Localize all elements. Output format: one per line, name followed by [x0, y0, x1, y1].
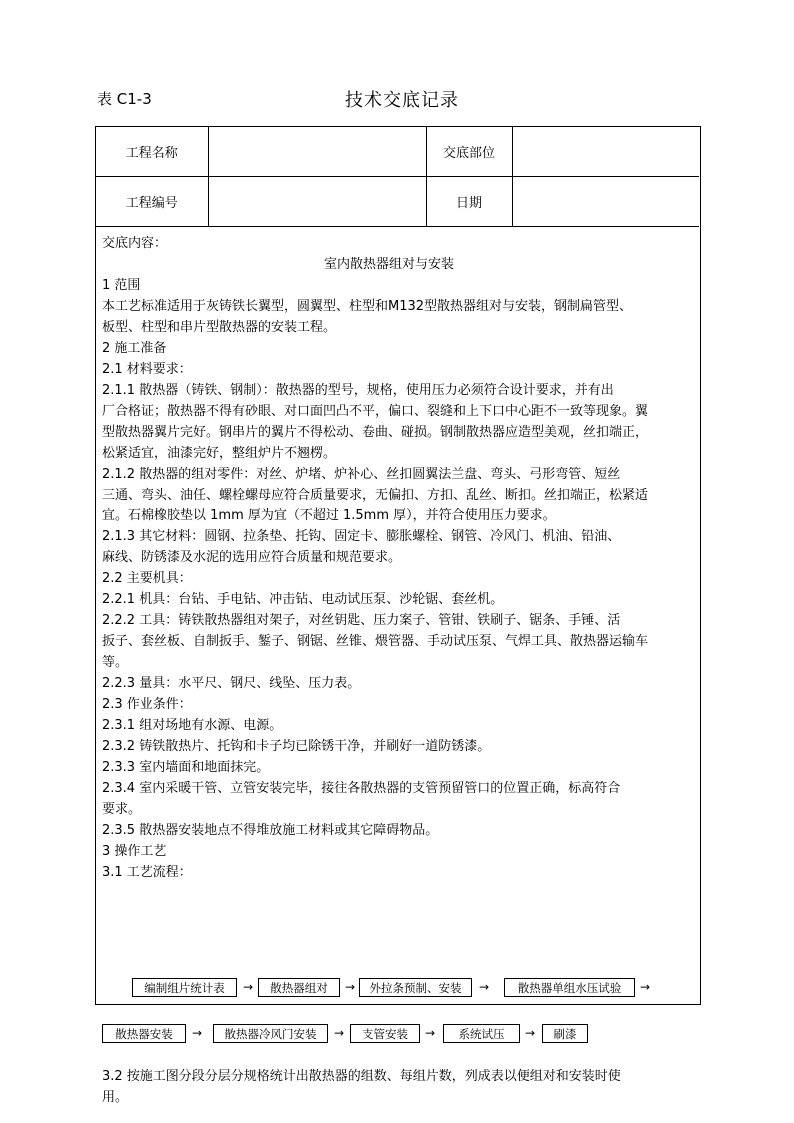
- record-form: [95, 126, 701, 1105]
- content-line: 3.1 工艺流程：: [102, 864, 192, 880]
- content-line: 2.3.2 铸铁散热片、托钩和卡子均已除锈干净，并刷好一道防锈漆。: [102, 738, 491, 754]
- content-line: 宜。石棉橡胶垫以 1mm 厚为宜（不超过 1.5mm 厚），并符合使用压力要求。: [102, 508, 556, 524]
- date-field[interactable]: [512, 177, 699, 227]
- content-line: 三通、弯头、油任、螺栓螺母应符合质量要求，无偏扣、方扣、乱丝、断扣。丝扣端正，松紧适: [102, 487, 649, 503]
- content-line: 2 施工准备: [102, 340, 167, 356]
- arrow-right-icon: →: [479, 980, 490, 994]
- content-line: 2.2.2 工具：铸铁散热器组对架子，对丝钥匙、压力案子、管钳、铁刷子、锯条、手锤、活: [102, 613, 621, 629]
- content-line: 2.2 主要机具：: [102, 571, 192, 587]
- content-line: 2.1 材料要求：: [102, 361, 192, 377]
- form-number: 表 C1-3: [97, 90, 152, 108]
- content-line: 用。: [102, 1090, 129, 1105]
- content-label: 交底内容：: [102, 236, 168, 251]
- content-line: 型散热器翼片完好。钢串片的翼片不得松动、卷曲、碰损。钢制散热器应造型美观，丝扣端正，: [102, 424, 649, 440]
- content-line: 2.2.3 量具：水平尺、钢尺、线坠、压力表。: [102, 676, 361, 692]
- arrow-right-icon: →: [525, 1026, 536, 1040]
- flow-step: 系统试压: [443, 1024, 520, 1043]
- content-line: 要求。: [102, 801, 142, 817]
- document-title: 技术交底记录: [345, 90, 459, 111]
- flow-step: 散热器安装: [102, 1024, 186, 1043]
- content-line: 3 操作工艺: [102, 843, 167, 859]
- arrow-right-icon: →: [192, 1026, 203, 1040]
- project-name-label: 工程名称: [96, 127, 208, 177]
- content-line: 本工艺标准适用于灰铸铁长翼型，圆翼型、柱型和M132型散热器组对与安装，钢制扁管型、: [102, 298, 633, 314]
- arrow-right-icon: →: [334, 1026, 345, 1040]
- flow-step: 散热器单组水压试验: [504, 978, 635, 997]
- arrow-right-icon: →: [640, 980, 651, 994]
- project-no-field[interactable]: [208, 177, 426, 227]
- content-line: 2.1.1 散热器（铸铁、钢制）：散热器的型号，规格，使用压力必须符合设计要求，并有出: [102, 382, 614, 398]
- content-subject: 室内散热器组对与安装: [324, 257, 455, 272]
- content-line: 2.2.1 机具：台钻、手电钻、冲击钻、电动试压泵、沙轮锯、套丝机。: [102, 592, 504, 608]
- content-line: 厂合格证；散热器不得有砂眼、对口面凹凸不平，偏口、裂缝和上下口中心距不一致等现象。翼: [102, 403, 649, 419]
- content-line: 2.3 作业条件：: [102, 697, 192, 712]
- flow-step: 散热器组对: [258, 978, 340, 997]
- part-label: 交底部位: [426, 127, 512, 177]
- project-name-field[interactable]: [208, 127, 426, 177]
- project-no-label: 工程编号: [96, 177, 208, 227]
- arrow-right-icon: →: [243, 980, 254, 994]
- content-line: 3.2 按施工图分段分层分规格统计出散热器的组数、每组片数，列成表以便组对和安装时使: [102, 1069, 621, 1084]
- content-line: 2.3.3 室内墙面和地面抹完。: [102, 759, 270, 775]
- arrow-right-icon: →: [425, 1026, 436, 1040]
- arrow-right-icon: →: [345, 980, 356, 994]
- flow-step: 散热器冷风门安装: [213, 1024, 328, 1043]
- content-line: 2.3.1 组对场地有水源、电源。: [102, 717, 283, 733]
- flow-step: 刷漆: [542, 1024, 588, 1043]
- flow-step: 支管安装: [350, 1024, 420, 1043]
- part-field[interactable]: [512, 127, 699, 177]
- content-line: 2.3.4 室内采暖干管、立管安装完毕，接往各散热器的支管预留管口的位置正确，标高符合: [102, 780, 621, 796]
- content-line: 2.3.5 散热器安装地点不得堆放施工材料或其它障碍物品。: [102, 822, 439, 838]
- content-line: 2.1.2 散热器的组对零件：对丝、炉堵、炉补心、丝扣圆翼法兰盘、弯头、弓形弯管、短丝: [102, 466, 621, 482]
- content-line: 2.1.3 其它材料：圆钢、拉条垫、托钩、固定卡、膨胀螺栓、钢管、冷风门、机油、铅油、: [102, 529, 621, 545]
- content-line: 板型、柱型和串片型散热器的安装工程。: [102, 319, 337, 335]
- flow-step: 外拉条预制、安装: [359, 978, 472, 997]
- content-line: 扳子、套丝板、自制扳手、錾子、钢锯、丝锥、煨管器、手动试压泵、气焊工具、散热器运输车: [102, 634, 649, 650]
- content-line: 麻线、防锈漆及水泥的选用应符合质量和规范要求。: [102, 550, 402, 566]
- date-label: 日期: [426, 177, 512, 227]
- content-line: 1 范围: [102, 278, 141, 293]
- flow-step: 编制组片统计表: [132, 978, 237, 997]
- info-table: [96, 127, 699, 227]
- content-line: 松紧适宜，油漆完好，整组炉片不翘楞。: [102, 445, 337, 461]
- content-line: 等。: [102, 655, 129, 671]
